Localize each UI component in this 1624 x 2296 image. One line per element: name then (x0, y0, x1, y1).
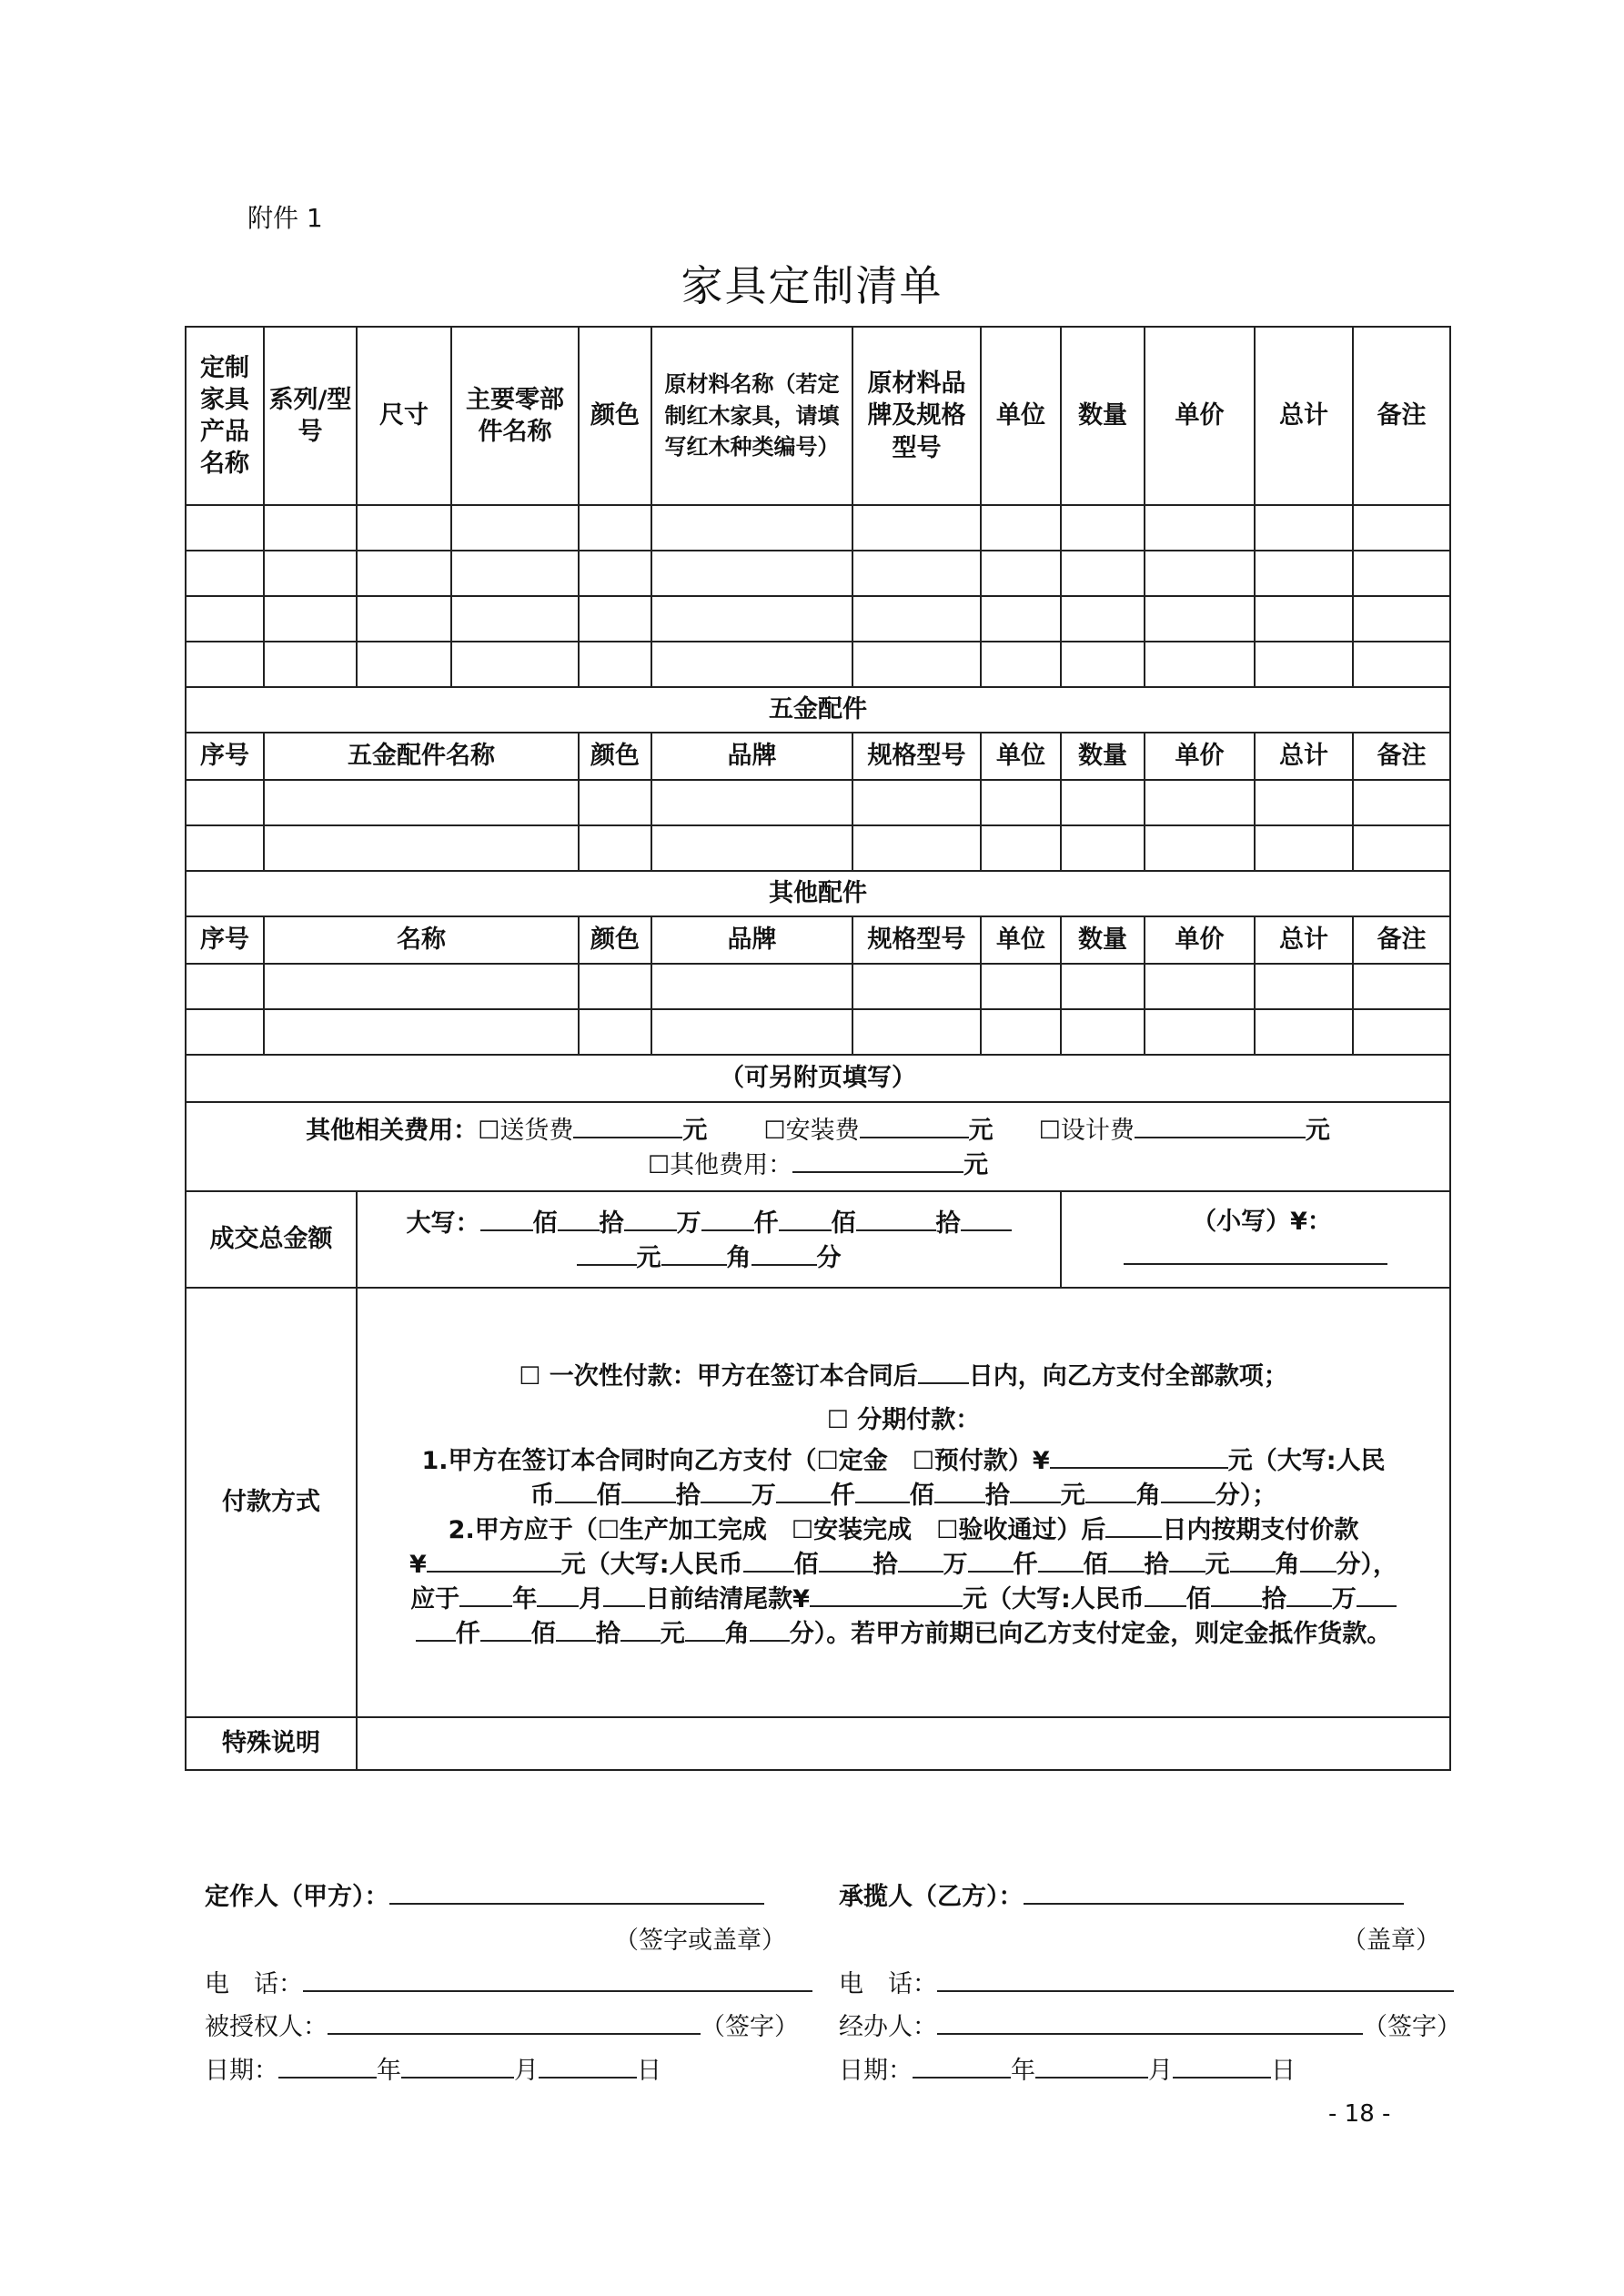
col-color: 颜色 (579, 327, 651, 505)
op-col-remarks: 备注 (1353, 916, 1450, 964)
other-fee-checkbox[interactable]: ☐其他费用： (647, 1151, 793, 1179)
col-series-model: 系列/型号 (264, 327, 357, 505)
total-amount-capital: 大写： 佰 拾 万 仟 佰 拾 元 角 分 (357, 1191, 1061, 1288)
payment-line-3: 1.甲方在签订本合同时向乙方支付（☐定金 ☐预付款）¥ 元（大写:人民 (361, 1442, 1446, 1477)
col-main-parts: 主要零部件名称 (451, 327, 579, 505)
payment-line-5: 2.甲方应于（☐生产加工完成 ☐安装完成 ☐验收通过）后 日内按期支付价款 (361, 1512, 1446, 1546)
extra-page-note: （可另附页填写） (186, 1055, 1450, 1102)
hw-col-brand: 品牌 (651, 733, 852, 780)
col-unit-price: 单价 (1145, 327, 1255, 505)
hw-col-qty: 数量 (1061, 733, 1145, 780)
col-quantity: 数量 (1061, 327, 1145, 505)
hw-col-index: 序号 (186, 733, 264, 780)
hardware-header-row (186, 733, 1450, 780)
payment-installment[interactable]: ☐ 分期付款： (826, 1405, 981, 1434)
col-total: 总计 (1255, 327, 1353, 505)
product-header-row (186, 327, 1450, 505)
other-fees-cell (186, 1102, 1450, 1191)
special-notes-row (186, 1717, 1450, 1770)
hw-col-price: 单价 (1145, 733, 1255, 780)
col-unit: 单位 (981, 327, 1061, 505)
hardware-row[interactable] (186, 780, 1450, 825)
product-row[interactable] (186, 642, 1450, 687)
delivery-fee-checkbox[interactable]: ☐送货费 (478, 1116, 574, 1145)
party-b-note: （盖章） (1342, 1927, 1440, 1955)
product-row[interactable] (186, 551, 1450, 596)
payment-line-6: ¥ 元（大写:人民币 佰 拾 万 仟 佰 拾 元 角 分）， (361, 1546, 1446, 1581)
op-col-brand: 品牌 (651, 916, 852, 964)
party-a-phone-field[interactable] (303, 1966, 812, 1992)
party-a-note: （签字或盖章） (614, 1927, 786, 1955)
custom-furniture-list-table (185, 326, 1451, 1771)
handler-line: 经办人： （签字） (839, 2007, 1461, 2042)
party-b-line: 承揽人（乙方）： (839, 1876, 1404, 1912)
party-a-phone-line: 电 话： (205, 1964, 812, 1999)
op-col-total: 总计 (1255, 916, 1353, 964)
hw-col-unit: 单位 (981, 733, 1061, 780)
col-material-name: 原材料名称（若定制红木家具，请填写红木种类编号） (651, 327, 852, 505)
special-notes-field[interactable] (357, 1717, 1450, 1770)
total-amount-caption: 成交总金额 (186, 1191, 357, 1288)
payment-row (186, 1288, 1450, 1717)
lower-amount-label: （小写）¥： (1192, 1208, 1332, 1237)
op-col-spec: 规格型号 (852, 916, 981, 964)
hardware-section-title: 五金配件 (186, 687, 1450, 733)
party-b-phone-field[interactable] (937, 1966, 1454, 1992)
install-fee-checkbox[interactable]: ☐安装费 (763, 1116, 860, 1145)
payment-method-caption: 付款方式 (186, 1288, 357, 1717)
payment-lump-sum: ☐ 一次性付款：甲方在签订本合同后 日内，向乙方支付全部款项； (361, 1355, 1446, 1399)
hw-col-color: 颜色 (579, 733, 651, 780)
install-fee-field[interactable] (860, 1112, 969, 1138)
design-fee-field[interactable] (1135, 1112, 1306, 1138)
col-material-brand: 原材料品牌及规格型号 (852, 327, 981, 505)
party-b-date-line: 日期： 年 月 日 (839, 2050, 1296, 2086)
other-parts-section-row (186, 871, 1450, 916)
total-amount-row (186, 1191, 1450, 1288)
party-b-field[interactable] (1024, 1878, 1404, 1905)
hw-col-remarks: 备注 (1353, 733, 1450, 780)
other-fee-field[interactable] (792, 1147, 963, 1173)
page-title: 家具定制清单 (681, 261, 943, 310)
delivery-fee-field[interactable] (573, 1112, 682, 1138)
capital-prefix: 大写： (406, 1209, 480, 1238)
other-parts-row[interactable] (186, 964, 1450, 1009)
op-col-qty: 数量 (1061, 916, 1145, 964)
yuan-unit: 元 (963, 1151, 989, 1179)
yuan-unit: 元 (968, 1116, 994, 1145)
hardware-row[interactable] (186, 825, 1450, 871)
product-row[interactable] (186, 505, 1450, 551)
op-col-unit: 单位 (981, 916, 1061, 964)
other-parts-header-row (186, 916, 1450, 964)
fees-label: 其他相关费用： (306, 1116, 479, 1145)
party-b-phone-line: 电 话： (839, 1964, 1454, 1999)
col-remarks: 备注 (1353, 327, 1450, 505)
special-notes-caption: 特殊说明 (186, 1717, 357, 1770)
attachment-label: 附件 1 (247, 203, 323, 233)
party-a-date-line: 日期： 年 月 日 (205, 2050, 661, 2086)
hw-col-spec: 规格型号 (852, 733, 981, 780)
hw-col-name: 五金配件名称 (264, 733, 579, 780)
party-a-line: 定作人（甲方）： (205, 1876, 764, 1912)
op-col-index: 序号 (186, 916, 264, 964)
col-product-name: 定制家具产品名称 (186, 327, 264, 505)
party-a-field[interactable] (389, 1878, 764, 1905)
authorized-field[interactable] (328, 2008, 701, 2035)
op-col-name: 名称 (264, 916, 579, 964)
op-col-color: 颜色 (579, 916, 651, 964)
payment-line-4: 币 佰 拾 万 仟 佰 拾 元 角 分）； (361, 1477, 1446, 1512)
payment-line-8: 仟 佰 拾 元 角 分）。若甲方前期已向乙方支付定金，则定金抵作货款。 (361, 1615, 1446, 1650)
hw-col-total: 总计 (1255, 733, 1353, 780)
yuan-unit: 元 (1305, 1116, 1330, 1145)
handler-field[interactable] (937, 2008, 1363, 2035)
page-number: - 18 - (1328, 2100, 1391, 2128)
payment-line-7: 应于 年 月 日前结清尾款¥ 元（大写:人民币 佰 拾 万 (361, 1581, 1446, 1615)
other-parts-section-title: 其他配件 (186, 871, 1450, 916)
hardware-section-row (186, 687, 1450, 733)
fees-row (186, 1102, 1450, 1191)
design-fee-checkbox[interactable]: ☐设计费 (1038, 1116, 1135, 1145)
total-amount-lower (1061, 1191, 1450, 1288)
payment-method-body (357, 1288, 1450, 1717)
yuan-unit: 元 (682, 1116, 708, 1145)
col-size: 尺寸 (357, 327, 451, 505)
op-col-price: 单价 (1145, 916, 1255, 964)
authorized-line: 被授权人： （签字） (205, 2007, 799, 2042)
extra-page-note-row (186, 1055, 1450, 1102)
lower-amount-field[interactable] (1124, 1239, 1387, 1265)
product-row[interactable] (186, 596, 1450, 642)
other-parts-row[interactable] (186, 1009, 1450, 1055)
